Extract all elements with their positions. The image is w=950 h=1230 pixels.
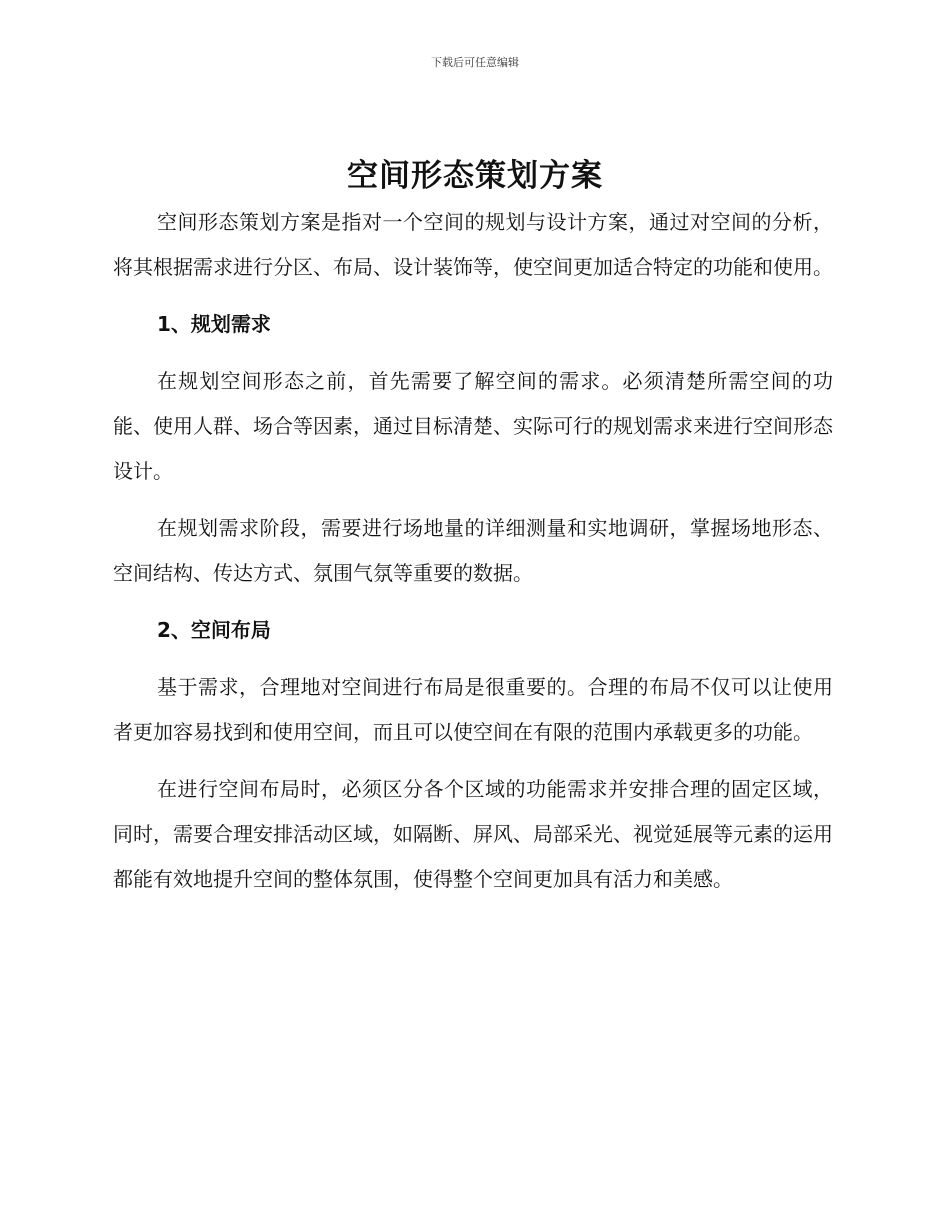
paragraph: 在进行空间布局时，必须区分各个区域的功能需求并安排合理的固定区域，同时，需要合理安排活动区域，如隔断、屏风、局部采光、视觉延展等元素的运用都能有效地提升空间的整体氛围，使得整个空间更加具有活力和美感。 bbox=[113, 777, 833, 891]
section-heading-layout: 2、空间布局 bbox=[157, 618, 271, 642]
section-heading-planning: 1、规划需求 bbox=[157, 312, 271, 336]
paragraph: 在规划需求阶段，需要进行场地量的详细测量和实地调研，掌握场地形态、空间结构、传达方式、氛围气氛等重要的数据。 bbox=[113, 516, 833, 585]
intro-paragraph: 空间形态策划方案是指对一个空间的规划与设计方案，通过对空间的分析，将其根据需求进行分区、布局、设计装饰等，使空间更加适合特定的功能和使用。 bbox=[113, 210, 833, 279]
page-title: 空间形态策划方案 bbox=[347, 158, 603, 194]
document-body bbox=[113, 200, 833, 914]
paragraph: 基于需求，合理地对空间进行布局是很重要的。合理的布局不仅可以让使用者更加容易找到和使用空间，而且可以使空间在有限的范围内承载更多的功能。 bbox=[113, 675, 833, 744]
paragraph: 在规划空间形态之前，首先需要了解空间的需求。必须清楚所需空间的功能、使用人群、场合等因素，通过目标清楚、实际可行的规划需求来进行空间形态设计。 bbox=[113, 369, 833, 483]
header-note: 下载后可任意编辑 bbox=[431, 56, 519, 69]
